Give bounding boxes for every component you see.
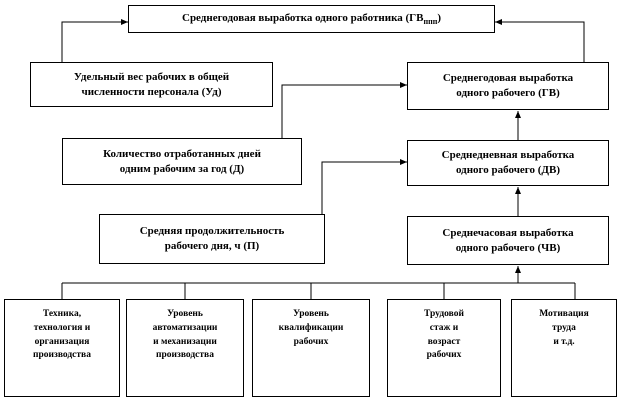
box-factor-exp-line4: рабочих [426, 350, 462, 361]
box-factor-qual [252, 299, 370, 397]
connector-p-to-dv [322, 162, 407, 214]
box-gv-line2: одного рабочего (ГВ) [456, 87, 560, 99]
box-factor-exp-line3: возраст [427, 336, 461, 347]
title-box-gv-ppp [128, 5, 495, 33]
box-d [62, 138, 302, 185]
box-factor-qual-line1: Уровень [293, 309, 329, 319]
box-p-line2: рабочего дня, ч (П) [164, 240, 260, 252]
box-d-line1: Количество отработанных дней [103, 147, 261, 160]
box-factor-qual-line3: рабочих [293, 336, 329, 347]
box-factor-exp [387, 299, 501, 397]
box-factor-motiv-line3: и т.д. [553, 336, 575, 347]
box-factor-auto-line3: и механизации [153, 336, 217, 347]
box-chv [407, 216, 609, 265]
box-factor-auto-line4: производства [156, 350, 214, 361]
box-factor-motiv-line2: труда [552, 322, 576, 333]
box-dv-line2: одного рабочего (ДВ) [455, 164, 561, 176]
box-ud [30, 62, 273, 107]
connector-d-to-gv [282, 85, 407, 138]
box-factor-tech-line3: организация [34, 336, 90, 347]
box-p [99, 214, 325, 264]
box-factor-motiv [511, 299, 617, 397]
box-factor-auto [126, 299, 244, 397]
box-gv-line1: Среднегодовая выработка [442, 72, 574, 85]
box-chv-line2: одного рабочего (ЧВ) [455, 241, 561, 254]
box-p-line1: Средняя продолжительность [139, 225, 285, 238]
box-dv-line1: Среднедневная выработка [441, 149, 575, 162]
box-factor-tech-line1: Техника, [42, 309, 82, 319]
box-dv [407, 140, 609, 186]
box-factor-tech-line2: технология и [33, 322, 91, 333]
box-factor-auto-line2: автоматизации [152, 322, 218, 333]
box-ud-line1: Удельный вес рабочих в общей [73, 70, 230, 83]
connector-ud-to-title [62, 22, 128, 62]
box-chv-line1: Среднечасовая выработка [442, 226, 574, 239]
box-factor-qual-line2: квалификации [278, 322, 344, 333]
box-factor-tech [4, 299, 120, 397]
box-gv [407, 62, 609, 110]
box-factor-tech-line4: производства [33, 350, 91, 361]
box-ud-line2: численности персонала (Уд) [81, 85, 222, 98]
connector-gv-to-title [495, 22, 584, 62]
box-factor-exp-line1: Трудовой [424, 309, 464, 319]
box-d-line2: одним рабочим за год (Д) [119, 162, 245, 175]
box-factor-motiv-line1: Мотивация [539, 309, 589, 319]
box-factor-exp-line2: стаж и [429, 322, 459, 333]
title-text: Среднегодовая выработка одного работника $(ГВ_{ппп})$ [182, 11, 441, 26]
box-factor-auto-line1: Уровень [167, 309, 203, 319]
